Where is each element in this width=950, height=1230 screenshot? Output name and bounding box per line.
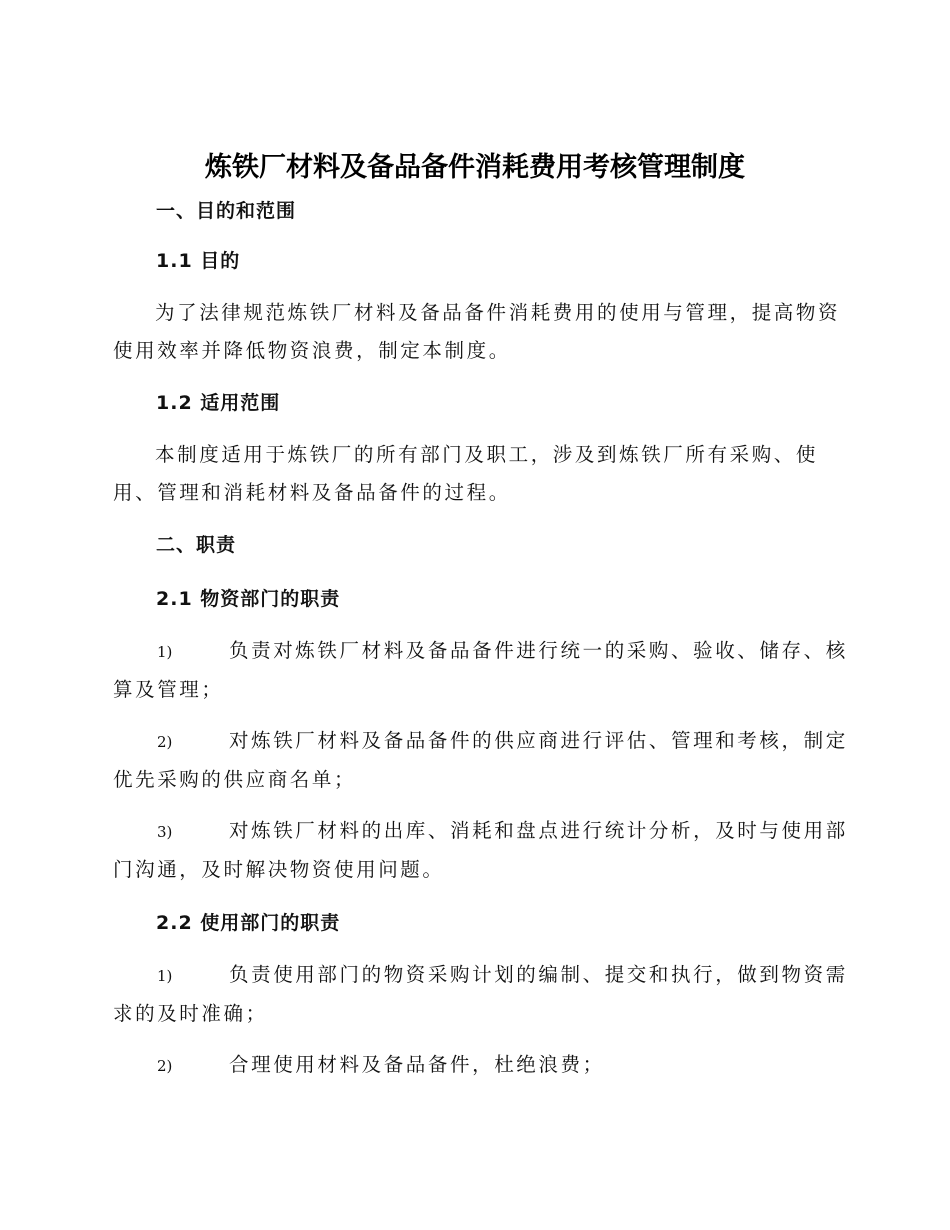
list-item-text: 对炼铁厂材料的出库、消耗和盘点进行统计分析，及时与使用部 — [229, 819, 848, 842]
paragraph-line: 用、管理和消耗材料及备品备件的过程。 — [113, 481, 511, 504]
list-item-text: 门沟通，及时解决物资使用问题。 — [113, 858, 445, 881]
subsection-1-1-heading: 1.1 目的 — [156, 250, 241, 272]
list-item-text: 对炼铁厂材料及备品备件的供应商进行评估、管理和考核，制定 — [229, 729, 848, 752]
list-item-text: 优先采购的供应商名单； — [113, 768, 357, 791]
list-item-number: 2) — [157, 1057, 173, 1075]
list-item-number: 2) — [157, 733, 173, 751]
list-item — [113, 1046, 835, 1085]
subsection-1-2-heading: 1.2 适用范围 — [156, 392, 281, 414]
list-item-text: 负责对炼铁厂材料及备品备件进行统一的采购、验收、储存、核 — [229, 639, 848, 662]
list-item-number: 1) — [157, 967, 173, 985]
subsection-2-2-heading: 2.2 使用部门的职责 — [156, 912, 341, 934]
list-item — [113, 722, 848, 799]
list-item-number: 3) — [157, 823, 173, 841]
paragraph-line: 使用效率并降低物资浪费，制定本制度。 — [113, 339, 511, 362]
list-item-text: 合理使用材料及备品备件，杜绝浪费； — [229, 1053, 605, 1076]
document-title: 炼铁厂材料及备品备件消耗费用考核管理制度 — [205, 152, 745, 183]
list-item-text: 求的及时准确； — [113, 1002, 268, 1025]
paragraph-line: 本制度适用于炼铁厂的所有部门及职工，涉及到炼铁厂所有采购、使 — [155, 443, 819, 466]
list-item — [113, 632, 848, 709]
paragraph-1-2 — [113, 436, 835, 512]
list-item-text: 负责使用部门的物资采购计划的编制、提交和执行，做到物资需 — [229, 963, 848, 986]
section-2-heading: 二、职责 — [156, 534, 237, 556]
section-1-heading: 一、目的和范围 — [156, 200, 297, 222]
paragraph-line: 为了法律规范炼铁厂材料及备品备件消耗费用的使用与管理，提高物资 — [155, 301, 841, 324]
list-item-text: 算及管理； — [113, 678, 224, 701]
list-item — [113, 812, 848, 889]
paragraph-1-1 — [113, 294, 841, 370]
list-item-number: 1) — [157, 643, 173, 661]
subsection-2-1-heading: 2.1 物资部门的职责 — [156, 588, 341, 610]
list-item — [113, 956, 848, 1033]
